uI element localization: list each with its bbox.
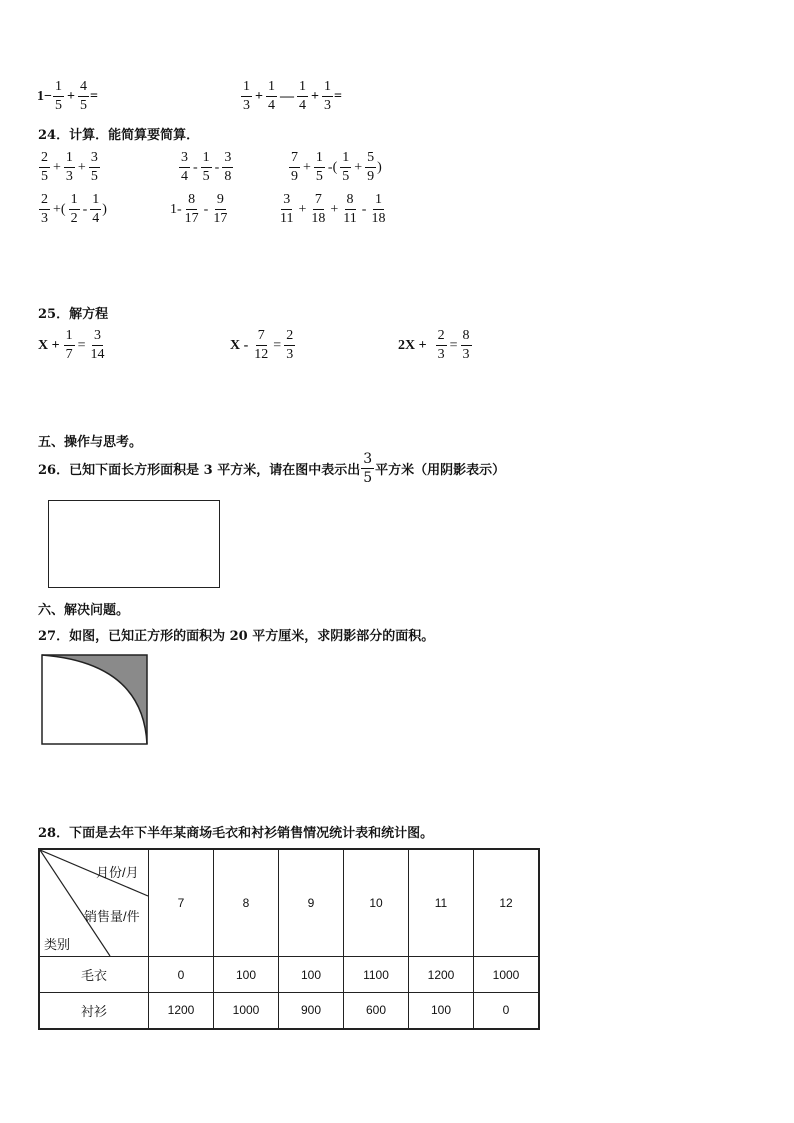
fraction: $\frac{2}{5}$ [41,150,48,184]
section-6-heading: 六、解决问题。 [38,603,130,618]
fraction: $\frac{8}{3}$ [462,328,470,362]
fraction: $\frac{2}{3}$ [41,192,48,226]
table-row [39,957,539,993]
rectangle-figure[interactable] [48,500,220,588]
q23-expression-b: $\frac{1}{3}$ + $\frac{1}{4}$ — $\frac{1}{4}$ + $\frac{1}{3}$ = [243,79,342,113]
q24-expression-3: $\frac{7}{9}$ + $\frac{1}{5}$ -( $\frac{1}{5}$ + $\frac{5}{9}$ ) [291,150,382,184]
fraction: $\frac{8}{11}$ [343,192,357,226]
header-month-label: 月份/月 [96,865,139,880]
fraction: $\frac{7}{12}$ [254,328,269,362]
q24-expression-5: 1- $\frac{8}{17}$ - $\frac{9}{17}$ [170,192,228,226]
q24-title: 24．计算．能简算要简算． [38,128,200,143]
table-cell: 1000 [474,957,540,993]
fraction: $\frac{3}{14}$ [90,328,105,362]
shaded-region [42,655,147,744]
fraction: $\frac{1}{3}$ [65,150,73,184]
section-5-heading: 五、操作与思考。 [38,435,143,450]
q24-expression-2: $\frac{3}{4}$ - $\frac{1}{5}$ - $\frac{3}{8}$ [181,150,232,184]
month-header: 10 [344,849,409,957]
fraction: $\frac{3}{5}$ [363,451,373,486]
fraction: $\frac{4}{5}$ [79,79,87,113]
fraction: $\frac{3}{4}$ [181,150,188,184]
fraction: $\frac{1}{4}$ [92,192,100,226]
header-sales-label: 销售量/件 [84,909,140,924]
fraction: $\frac{5}{9}$ [367,150,375,184]
month-header: 9 [279,849,344,957]
table-cell: 0 [149,957,214,993]
q24-expression-4: $\frac{2}{3}$ +( $\frac{1}{2}$ - $\frac{1}{4}$ ) [41,192,107,226]
fraction: $\frac{7}{18}$ [311,192,326,226]
fraction: $\frac{7}{9}$ [291,150,298,184]
row-label: 衬衫 [39,993,149,1029]
fraction: $\frac{9}{17}$ [213,192,228,226]
fraction: $\frac{1}{5}$ [54,79,62,113]
fraction: $\frac{1}{3}$ [323,79,331,113]
fraction: $\frac{1}{4}$ [298,79,306,113]
table-cell: 600 [344,993,409,1029]
table-cell: 1200 [409,957,474,993]
square-quarter-circle-figure [40,653,150,747]
sales-table [38,848,540,1030]
q26-prompt: 26．已知下面长方形面积是 3 平方米，请在图中表示出 $\frac{3}{5}$ 平方米（用阴影表示） [38,451,506,486]
table-cell: 900 [279,993,344,1029]
fraction: $\frac{1}{4}$ [267,79,275,113]
table-row [39,849,539,957]
fraction: $\frac{3}{11}$ [280,192,294,226]
table-cell: 1000 [214,993,279,1029]
month-header: 7 [149,849,214,957]
diagonal-header-cell [39,849,149,957]
lead: 1− [37,88,52,104]
q25-title: 25．解方程 [38,307,109,322]
row-label: 毛衣 [39,957,149,993]
month-header: 11 [409,849,474,957]
fraction: $\frac{8}{17}$ [184,192,199,226]
fraction: $\frac{3}{5}$ [90,150,98,184]
fraction: $\frac{1}{18}$ [371,192,386,226]
table-cell: 0 [474,993,540,1029]
q25-equation-1: X + $\frac{1}{7}$ = $\frac{3}{14}$ [38,328,105,362]
q25-equation-3: 2X + $\frac{2}{3}$ = $\frac{8}{3}$ [398,328,470,362]
table-row [39,993,539,1029]
fraction: $\frac{1}{3}$ [243,79,250,113]
header-type-label: 类别 [44,937,71,952]
table-cell: 1100 [344,957,409,993]
fraction: $\frac{3}{8}$ [224,150,232,184]
q24-expression-1: $\frac{2}{5}$ + $\frac{1}{3}$ + $\frac{3}{5}$ [41,150,98,184]
table-cell: 100 [214,957,279,993]
fraction: $\frac{1}{2}$ [70,192,78,226]
table-cell: 100 [409,993,474,1029]
fraction: $\frac{1}{5}$ [315,150,323,184]
table-cell: 100 [279,957,344,993]
month-header: 12 [474,849,540,957]
fraction: $\frac{2}{3}$ [437,328,445,362]
q24-expression-6: $\frac{3}{11}$ + $\frac{7}{18}$ + $\frac{8}{11}$ - $\frac{1}{18}$ [280,192,386,226]
q25-equation-2: X - $\frac{7}{12}$ = $\frac{2}{3}$ [230,328,294,362]
fraction: $\frac{1}{5}$ [202,150,210,184]
q23-expression-a: 1− $\frac{1}{5}$ + $\frac{4}{5}$ = [37,79,98,113]
fraction: $\frac{2}{3}$ [286,328,294,362]
fraction: $\frac{1}{5}$ [342,150,350,184]
q27-prompt: 27．如图，已知正方形的面积为 20 平方厘米，求阴影部分的面积。 [38,629,435,644]
q28-title: 28．下面是去年下半年某商场毛衣和衬衫销售情况统计表和统计图。 [38,826,434,841]
fraction: $\frac{1}{7}$ [65,328,73,362]
table-cell: 1200 [149,993,214,1029]
month-header: 8 [214,849,279,957]
